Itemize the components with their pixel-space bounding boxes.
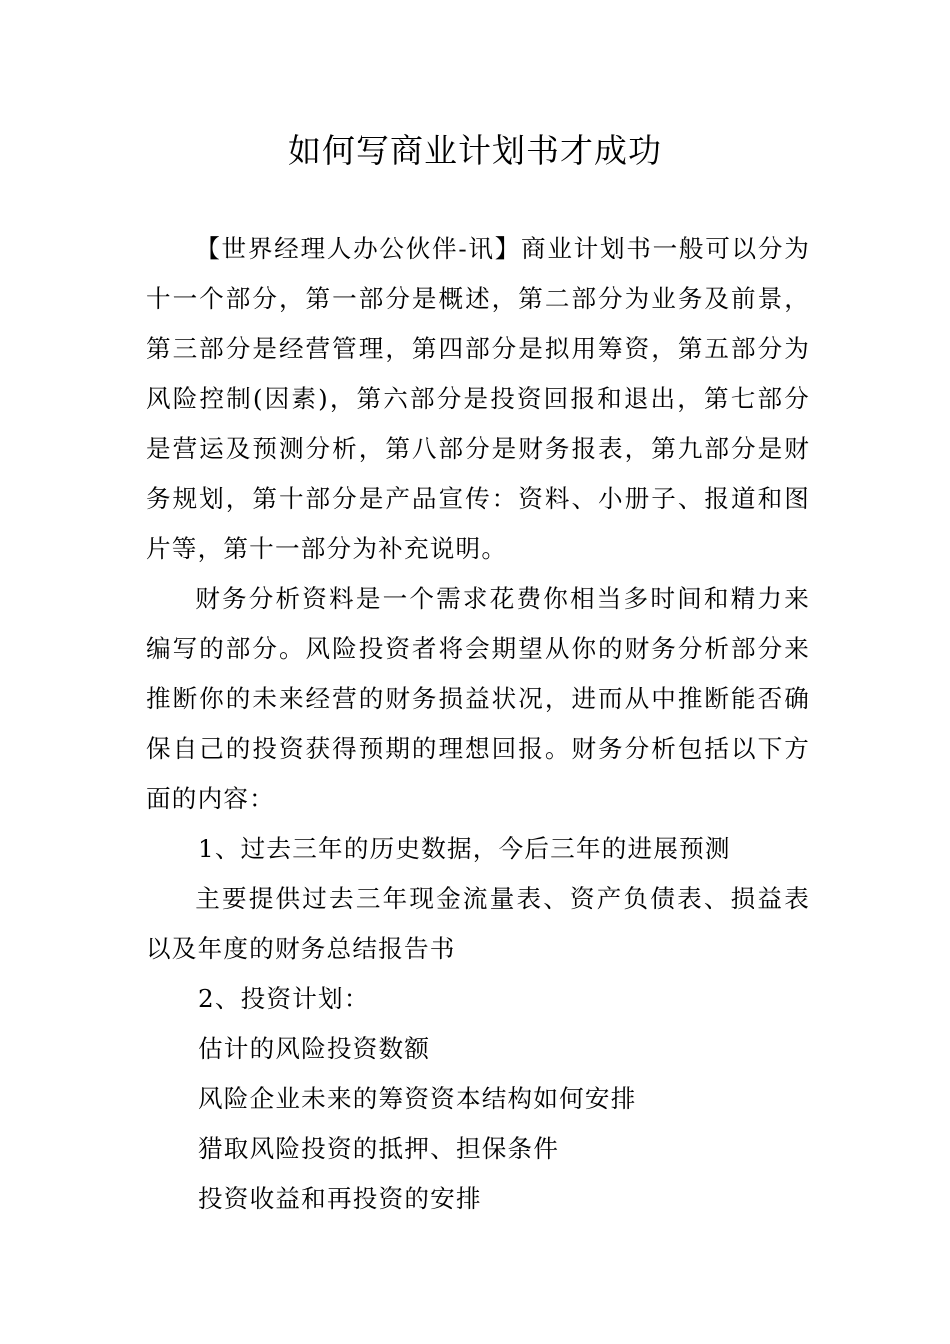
list-item-estimated-amount: 估计的风险投资数额 — [198, 1034, 431, 1063]
list-item-reinvestment: 投资收益和再投资的安排 — [198, 1184, 482, 1213]
list-item-investment-plan: 2、投资计划： — [198, 984, 370, 1013]
list-item-collateral-conditions: 猎取风险投资的抵押、担保条件 — [198, 1134, 560, 1163]
list-item-capital-structure: 风险企业未来的筹资资本结构如何安排 — [198, 1084, 637, 1113]
paragraph-intro: 【世界经理人办公伙伴-讯】商业计划书一般可以分为十一个部分，第一部分是概述，第二部分为业务及前景，第三部分是经营管理，第四部分是拟用筹资，第五部分为风险控制(因素)，第六部分是投资回报和退出，第七部分是营运及预测分析，第八部分是财务报表，第九部分是财务规划，第十部分是产品宣传：资料、小册子、报道和图片等，第十一部分为补充说明。 — [146, 234, 810, 563]
document-body — [146, 224, 810, 1224]
paragraph-financial-statements: 主要提供过去三年现金流量表、资产负债表、损益表以及年度的财务总结报告书 — [146, 884, 810, 963]
list-item-historical-data: 1、过去三年的历史数据，今后三年的进展预测 — [198, 834, 731, 863]
document-title: 如何写商业计划书才成功 — [288, 131, 662, 170]
paragraph-financial-analysis: 财务分析资料是一个需求花费你相当多时间和精力来编写的部分。风险投资者将会期望从你的财务分析部分来推断你的未来经营的财务损益状况，进而从中推断能否确保自己的投资获得预期的理想回报。财务分析包括以下方面的内容： — [146, 584, 810, 813]
